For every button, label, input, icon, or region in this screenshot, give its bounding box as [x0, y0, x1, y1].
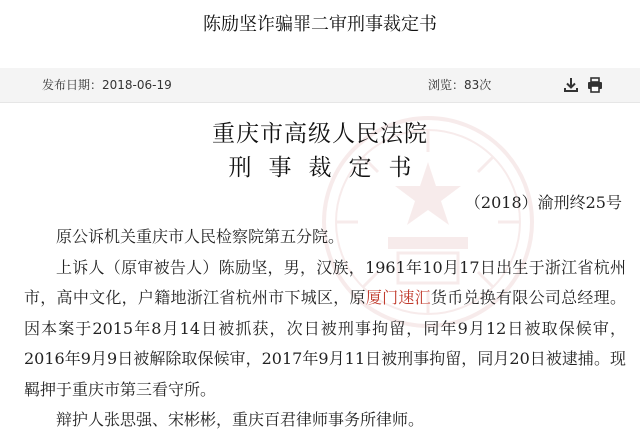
meta-bar	[0, 68, 640, 103]
company-link[interactable]: 厦门速汇	[365, 288, 431, 307]
paragraph-prosecutor: 原公诉机关重庆市人民检察院第五分院。	[56, 227, 345, 246]
page-title: 陈励坚诈骗罪二审刑事裁定书	[203, 14, 437, 35]
download-icon[interactable]	[562, 76, 580, 94]
view-count: 浏览：83次	[428, 78, 492, 92]
print-icon[interactable]	[586, 76, 604, 94]
appellant-text-b: 货币兑换有限公司总经理。因本案于2015年8月14日被抓获，次日被刑事拘留，同年9月12日被取保候审，2016年9月9日被解除取保候审，2017年9月11日被刑事拘留，同月20日被逮捕。现羁押于重庆市第三看守所。	[24, 288, 626, 399]
court-name: 重庆市高级人民法院	[212, 121, 428, 147]
case-number: （2018）渝刑终25号	[464, 193, 622, 212]
publish-date: 发布日期：2018-06-19	[42, 78, 172, 92]
document-type: 刑事裁定书	[228, 155, 429, 181]
paragraph-defender: 辩护人张思强、宋彬彬，重庆百君律师事务所律师。	[56, 410, 425, 429]
document-body	[24, 222, 626, 436]
paragraph-appellant	[24, 253, 626, 406]
appellant-text-a: 上诉人（原审被告人）陈励坚，男，汉族，1961年10月17日出生于浙江省杭州市，高中文化，户籍地浙江省杭州市下城区，原	[24, 257, 626, 307]
